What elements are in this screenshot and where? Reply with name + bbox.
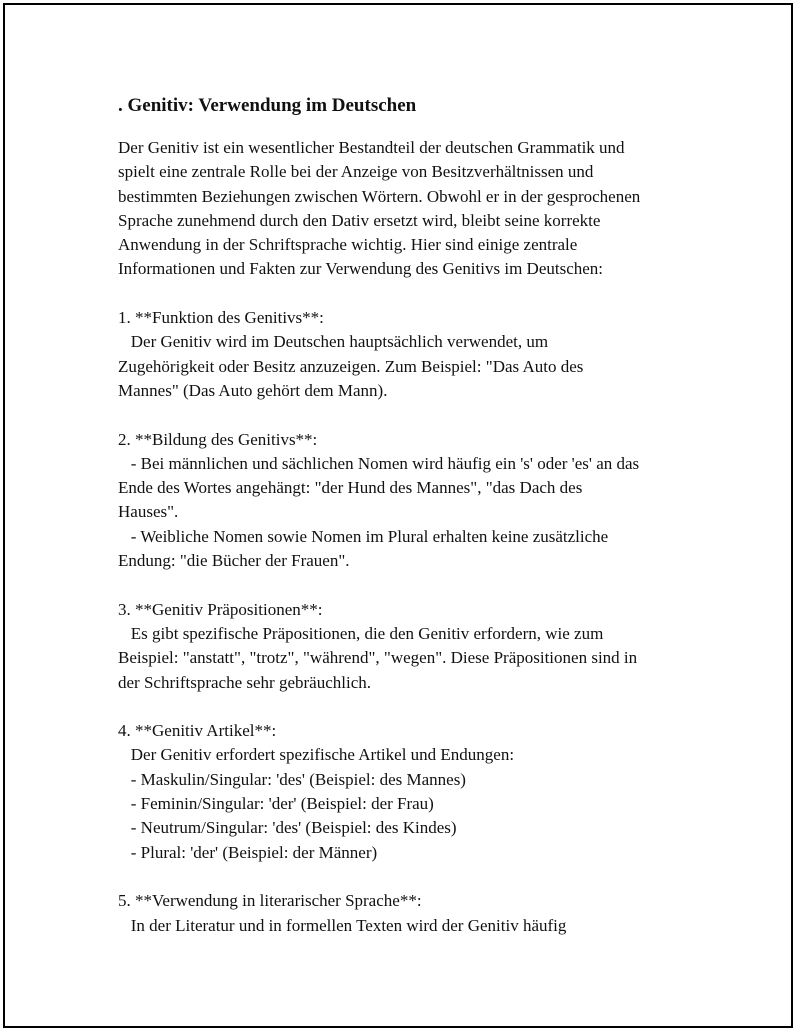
intro-line: Anwendung in der Schriftsprache wichtig. Hier sind einige zentrale — [118, 235, 578, 255]
intro-line: Sprache zunehmend durch den Dativ ersetzt wird, bleibt seine korrekte — [118, 210, 601, 230]
document-body — [118, 94, 698, 938]
section-heading: 5. **Verwendung in literarischer Sprache**: — [118, 891, 422, 911]
section-heading: 3. **Genitiv Präpositionen**: — [118, 599, 323, 619]
section-line: - Feminin/Singular: 'der' (Beispiel: der Frau) — [118, 794, 434, 814]
section-line: Der Genitiv erfordert spezifische Artikel und Endungen: — [118, 745, 515, 765]
section-line: Hauses". — [118, 502, 179, 522]
section-line: - Bei männlichen und sächlichen Nomen wird häufig ein 's' oder 'es' an das — [118, 453, 640, 473]
section-heading: 4. **Genitiv Artikel**: — [118, 721, 277, 741]
intro-line: Der Genitiv ist ein wesentlicher Bestandteil der deutschen Grammatik und — [118, 138, 625, 157]
section-artikel — [118, 719, 698, 865]
section-line: - Weibliche Nomen sowie Nomen im Plural erhalten keine zusätzliche — [118, 526, 609, 546]
section-funktion — [118, 306, 698, 403]
section-line: - Maskulin/Singular: 'des' (Beispiel: des Mannes) — [118, 769, 466, 789]
section-line: Der Genitiv wird im Deutschen hauptsächlich verwendet, um — [118, 332, 549, 352]
section-line: Ende des Wortes angehängt: "der Hund des Mannes", "das Dach des — [118, 478, 583, 498]
document-title: . Genitiv: Verwendung im Deutschen — [118, 95, 417, 116]
section-line: Zugehörigkeit oder Besitz anzuzeigen. Zum Beispiel: "Das Auto des — [118, 356, 584, 376]
section-line: - Plural: 'der' (Beispiel: der Männer) — [118, 842, 378, 862]
intro-paragraph — [118, 136, 698, 282]
section-line: Endung: "die Bücher der Frauen". — [118, 551, 350, 571]
section-line: Beispiel: "anstatt", "trotz", "während", "wegen". Diese Präpositionen sind in — [118, 648, 638, 668]
section-line: Es gibt spezifische Präpositionen, die den Genitiv erfordern, wie zum — [118, 623, 604, 643]
intro-line: Informationen und Fakten zur Verwendung des Genitivs im Deutschen: — [118, 259, 604, 279]
section-heading: 2. **Bildung des Genitivs**: — [118, 429, 318, 449]
section-heading: 1. **Funktion des Genitivs**: — [118, 308, 324, 328]
section-line: - Neutrum/Singular: 'des' (Beispiel: des Kindes) — [118, 818, 457, 838]
intro-line: spielt eine zentrale Rolle bei der Anzeige von Besitzverhältnissen und — [118, 162, 594, 182]
section-line: Mannes" (Das Auto gehört dem Mann). — [118, 380, 388, 400]
section-bildung — [118, 428, 698, 574]
section-line: In der Literatur und in formellen Texten wird der Genitiv häufig — [118, 915, 567, 935]
intro-line: bestimmten Beziehungen zwischen Wörtern. Obwohl er in der gesprochenen — [118, 186, 641, 206]
section-line: der Schriftsprache sehr gebräuchlich. — [118, 672, 371, 692]
section-literarisch — [118, 889, 698, 938]
section-praepositionen — [118, 598, 698, 695]
